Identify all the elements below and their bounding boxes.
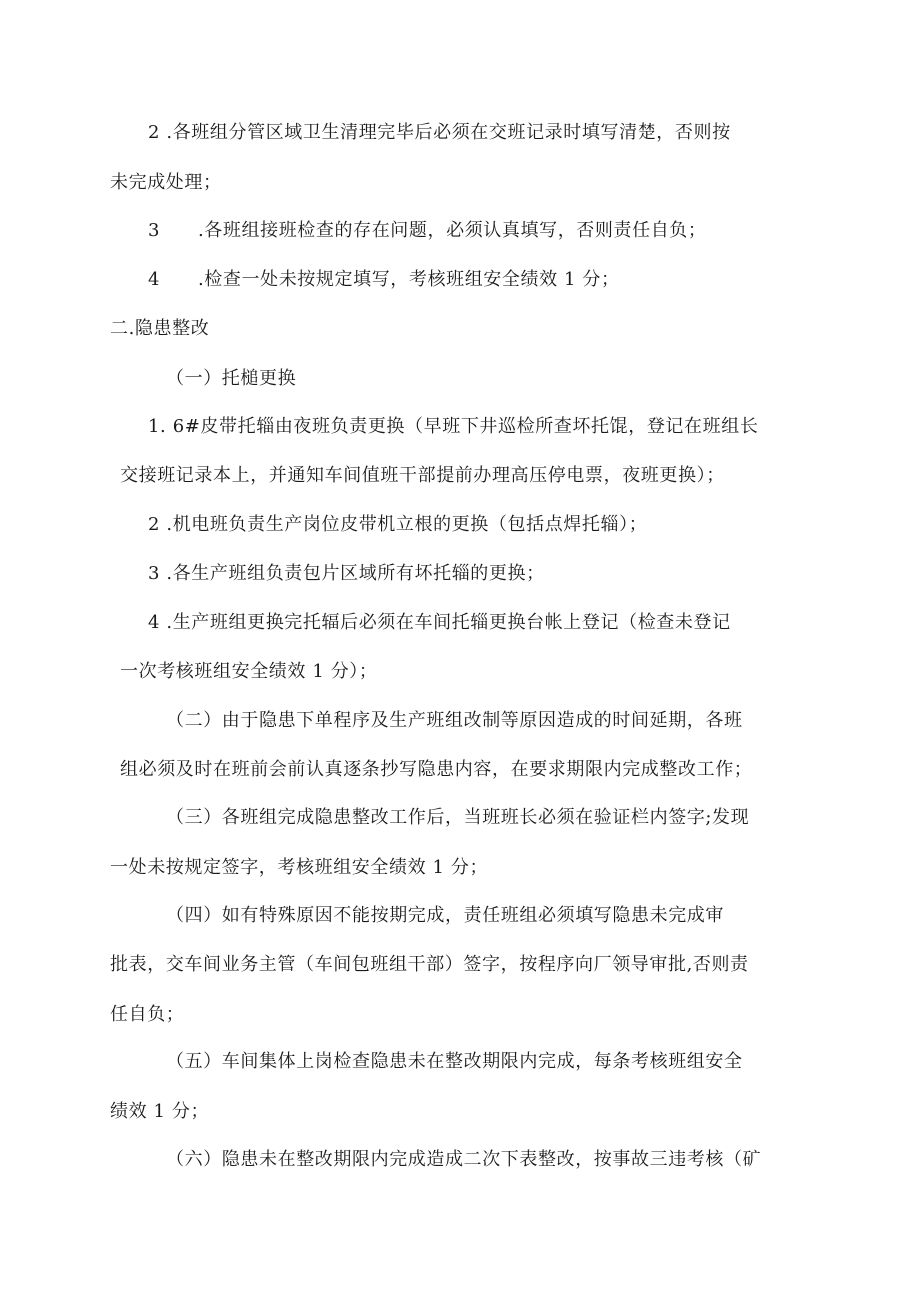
paragraph-line: （三）各班组完成隐患整改工作后，当班班长必须在验证栏内签字;发现 — [166, 807, 750, 828]
paragraph-line: 交接班记录本上，并通知车间值班干部提前办理高压停电票，夜班更换）； — [120, 465, 725, 486]
section-heading: 二.隐患整改 — [110, 318, 210, 339]
paragraph-line: 3 .各生产班组负责包片区域所有坏托辎的更换； — [148, 563, 545, 584]
subsection-heading: （一）托槌更换 — [166, 368, 297, 389]
paragraph-line: 2 .机电班负责生产岗位皮带机立根的更换（包括点焊托辎）； — [148, 514, 648, 535]
paragraph-line: 任自负； — [110, 1004, 185, 1025]
paragraph-line: 4 .生产班组更换完托辐后必须在车间托辎更换台帐上登记（检查未登记 — [148, 612, 731, 633]
paragraph-line: 绩效 1 分； — [110, 1101, 210, 1122]
paragraph-line: （六）隐患未在整改期限内完成造成二次下表整改，按事故三违考核（矿 — [166, 1149, 762, 1170]
paragraph-line: （二）由于隐患下单程序及生产班组改制等原因造成的时间延期，各班 — [166, 710, 743, 731]
paragraph-line: 3 .各班组接班检查的存在问题，必须认真填写，否则责任自负； — [148, 220, 707, 241]
paragraph-line: （五）车间集体上岗检查隐患未在整改期限内完成，每条考核班组安全 — [166, 1051, 743, 1072]
paragraph-line: 2 .各班组分管区域卫生清理完毕后必须在交班记录时填写清楚，否则按 — [148, 122, 731, 143]
paragraph-line: 未完成处理； — [110, 172, 222, 193]
paragraph-line: 批表，交车间业务主管（车间包班组干部）签字，按程序向厂领导审批,否则责 — [110, 954, 749, 975]
paragraph-line: 一处未按规定签字，考核班组安全绩效 1 分； — [110, 857, 489, 878]
paragraph-line: 一次考核班组安全绩效 1 分）； — [120, 661, 378, 682]
paragraph-line: 1. 6#皮带托辎由夜班负责更换（早班下井巡检所查坏托馄，登记在班组长 — [148, 416, 759, 437]
paragraph-line: 组必须及时在班前会前认真逐条抄写隐患内容，在要求期限内完成整改工作； — [120, 759, 753, 780]
paragraph-line: 4 .检查一处未按规定填写，考核班组安全绩效 1 分； — [148, 269, 620, 290]
paragraph-line: （四）如有特殊原因不能按期完成，责任班组必须填写隐患未完成审 — [166, 905, 724, 926]
